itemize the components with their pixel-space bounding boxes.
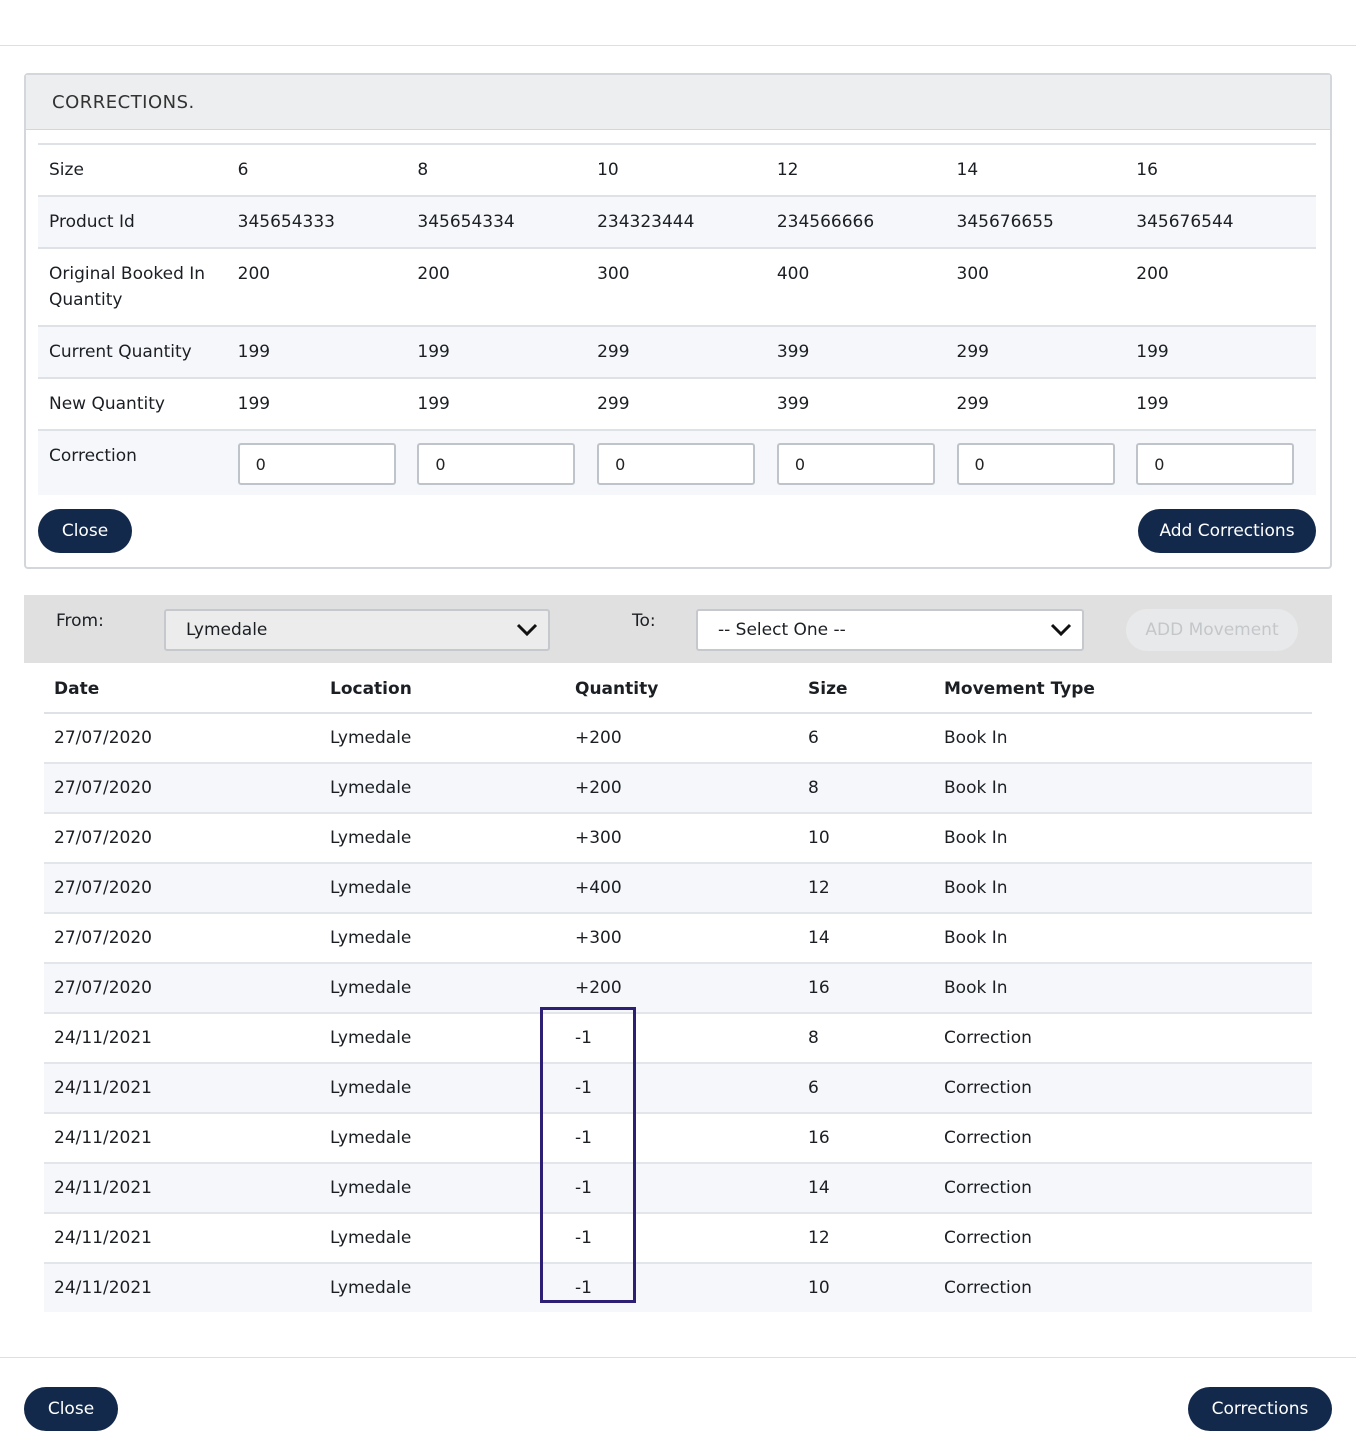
- cell-movement-type: Book In: [944, 728, 1008, 748]
- cell-date: 27/07/2020: [54, 878, 152, 898]
- cell-date: 27/07/2020: [54, 828, 152, 848]
- cell-location: Lymedale: [330, 1178, 412, 1198]
- product-id-cell: 345676655: [956, 212, 1054, 232]
- cell-size: 10: [808, 828, 830, 848]
- cell-location: Lymedale: [330, 1278, 412, 1298]
- size-cell: 16: [1136, 160, 1158, 180]
- correction-input-size-6[interactable]: [238, 443, 396, 485]
- table-row: [44, 714, 1312, 764]
- correction-input-size-16[interactable]: [1136, 443, 1294, 485]
- size-cell: 12: [776, 160, 799, 180]
- cell-size: 8: [808, 778, 819, 798]
- current-quantity-cell: 199: [417, 342, 450, 362]
- size-cell: 6: [237, 160, 249, 180]
- original-quantity-cell: 300: [597, 264, 630, 284]
- header-quantity: Quantity: [575, 679, 659, 699]
- header-size: Size: [808, 679, 848, 699]
- new-quantity-cell: 299: [597, 394, 630, 414]
- current-quantity-row: [38, 327, 1316, 379]
- cell-movement-type: Book In: [944, 978, 1008, 998]
- from-select[interactable]: [164, 609, 550, 651]
- cell-movement-type: Book In: [944, 778, 1008, 798]
- new-quantity-cell: 199: [417, 394, 450, 414]
- add-movement-button[interactable]: ADD Movement: [1126, 609, 1298, 651]
- cell-movement-type: Correction: [944, 1028, 1032, 1048]
- new-quantity-cell: 299: [956, 394, 989, 414]
- cell-date: 27/07/2020: [54, 778, 152, 798]
- correction-row: [38, 431, 1316, 495]
- table-row: [44, 964, 1312, 1014]
- cell-date: 24/11/2021: [54, 1028, 152, 1048]
- from-label: From:: [56, 611, 104, 631]
- cell-movement-type: Correction: [944, 1278, 1032, 1298]
- original-quantity-cell: 300: [956, 264, 989, 284]
- to-select-value: -- Select One --: [718, 620, 846, 640]
- original-quantity-cell: 200: [417, 264, 450, 284]
- table-row: [44, 814, 1312, 864]
- cell-quantity: +200: [575, 978, 622, 998]
- row-label: Size: [49, 160, 84, 180]
- product-id-cell: 234323444: [597, 212, 695, 232]
- table-row: [44, 864, 1312, 914]
- cell-movement-type: Correction: [944, 1128, 1032, 1148]
- cell-size: 14: [808, 1178, 830, 1198]
- current-quantity-cell: 199: [237, 342, 271, 362]
- cell-size: 16: [808, 978, 830, 998]
- cell-size: 6: [808, 728, 819, 748]
- correction-input-size-14[interactable]: [957, 443, 1115, 485]
- table-body: [44, 714, 1312, 1312]
- cell-size: 12: [808, 878, 830, 898]
- table-row: [44, 914, 1312, 964]
- header-movement-type: Movement Type: [944, 679, 1095, 699]
- cell-location: Lymedale: [330, 928, 412, 948]
- corrections-table: [38, 143, 1316, 495]
- cell-quantity: +400: [575, 878, 622, 898]
- panel-title: CORRECTIONS.: [26, 75, 1330, 130]
- cell-quantity: +200: [575, 778, 622, 798]
- row-label: New Quantity: [49, 394, 165, 414]
- cell-quantity: +300: [575, 928, 622, 948]
- cell-quantity: -1: [575, 1128, 592, 1148]
- product-id-cell: 345676544: [1136, 212, 1234, 232]
- table-row: [44, 1114, 1312, 1164]
- cell-date: 24/11/2021: [54, 1278, 152, 1298]
- correction-input-size-12[interactable]: [777, 443, 935, 485]
- top-divider: [0, 45, 1356, 46]
- movements-table: [44, 666, 1312, 1312]
- cell-quantity: +300: [575, 828, 622, 848]
- cell-location: Lymedale: [330, 778, 412, 798]
- cell-size: 10: [808, 1278, 830, 1298]
- table-header: [44, 666, 1312, 714]
- size-cell: 8: [417, 160, 429, 180]
- table-row: [44, 1164, 1312, 1214]
- new-quantity-cell: 399: [776, 394, 810, 414]
- cell-location: Lymedale: [330, 878, 412, 898]
- cell-location: Lymedale: [330, 1028, 412, 1048]
- cell-quantity: -1: [575, 1278, 592, 1298]
- header-date: Date: [54, 679, 100, 699]
- cell-size: 14: [808, 928, 830, 948]
- table-row: [44, 1064, 1312, 1114]
- new-quantity-cell: 199: [237, 394, 271, 414]
- product-id-cell: 234566666: [776, 212, 875, 232]
- cell-size: 16: [808, 1128, 830, 1148]
- cell-location: Lymedale: [330, 1228, 412, 1248]
- footer-divider: [0, 1357, 1356, 1358]
- cell-movement-type: Correction: [944, 1078, 1032, 1098]
- chevron-down-icon: [516, 622, 538, 638]
- cell-location: Lymedale: [330, 978, 412, 998]
- current-quantity-cell: 399: [776, 342, 810, 362]
- cell-movement-type: Book In: [944, 828, 1008, 848]
- cell-quantity: -1: [575, 1228, 592, 1248]
- cell-date: 24/11/2021: [54, 1178, 152, 1198]
- row-label: Current Quantity: [49, 342, 192, 362]
- cell-quantity: +200: [575, 728, 622, 748]
- new-quantity-row: [38, 379, 1316, 431]
- original-quantity-cell: 200: [1136, 264, 1169, 284]
- corrections-panel: [24, 73, 1332, 569]
- current-quantity-cell: 299: [597, 342, 630, 362]
- cell-date: 24/11/2021: [54, 1228, 152, 1248]
- from-select-value: Lymedale: [186, 620, 268, 640]
- cell-size: 8: [808, 1028, 819, 1048]
- cell-movement-type: Correction: [944, 1178, 1032, 1198]
- footer-corrections-button[interactable]: Corrections: [1188, 1387, 1332, 1431]
- cell-date: 27/07/2020: [54, 978, 152, 998]
- cell-size: 6: [808, 1078, 819, 1098]
- to-select[interactable]: [696, 609, 1084, 651]
- cell-size: 12: [808, 1228, 830, 1248]
- table-row: [44, 764, 1312, 814]
- movement-bar: [24, 595, 1332, 663]
- row-label: Product Id: [49, 212, 135, 232]
- cell-quantity: -1: [575, 1028, 592, 1048]
- current-quantity-cell: 199: [1136, 342, 1169, 362]
- size-row: [38, 145, 1316, 197]
- row-label: Original Booked In Quantity: [49, 264, 206, 310]
- cell-location: Lymedale: [330, 828, 412, 848]
- footer-close-button[interactable]: Close: [24, 1387, 118, 1431]
- add-corrections-button[interactable]: Add Corrections: [1138, 509, 1316, 553]
- original-quantity-row: [38, 249, 1316, 327]
- original-quantity-cell: 400: [776, 264, 810, 284]
- product-id-cell: 345654334: [417, 212, 515, 232]
- product-id-row: [38, 197, 1316, 249]
- cell-date: 24/11/2021: [54, 1128, 152, 1148]
- size-cell: 14: [956, 160, 979, 180]
- row-label: Correction: [49, 446, 137, 466]
- correction-input-size-10[interactable]: [597, 443, 755, 485]
- chevron-down-icon: [1050, 622, 1072, 638]
- new-quantity-cell: 199: [1136, 394, 1169, 414]
- cell-movement-type: Correction: [944, 1228, 1032, 1248]
- original-quantity-cell: 200: [237, 264, 271, 284]
- table-row: [44, 1214, 1312, 1264]
- cell-movement-type: Book In: [944, 878, 1008, 898]
- correction-input-size-8[interactable]: [417, 443, 575, 485]
- cell-date: 27/07/2020: [54, 928, 152, 948]
- product-id-cell: 345654333: [237, 212, 335, 232]
- to-label: To:: [632, 611, 656, 631]
- cell-quantity: -1: [575, 1178, 592, 1198]
- cell-movement-type: Book In: [944, 928, 1008, 948]
- header-location: Location: [330, 679, 412, 699]
- cell-location: Lymedale: [330, 728, 412, 748]
- cell-location: Lymedale: [330, 1128, 412, 1148]
- cell-date: 27/07/2020: [54, 728, 152, 748]
- table-row: [44, 1264, 1312, 1312]
- size-cell: 10: [597, 160, 619, 180]
- panel-close-button[interactable]: Close: [38, 509, 132, 553]
- table-row: [44, 1014, 1312, 1064]
- cell-date: 24/11/2021: [54, 1078, 152, 1098]
- cell-quantity: -1: [575, 1078, 592, 1098]
- current-quantity-cell: 299: [956, 342, 989, 362]
- cell-location: Lymedale: [330, 1078, 412, 1098]
